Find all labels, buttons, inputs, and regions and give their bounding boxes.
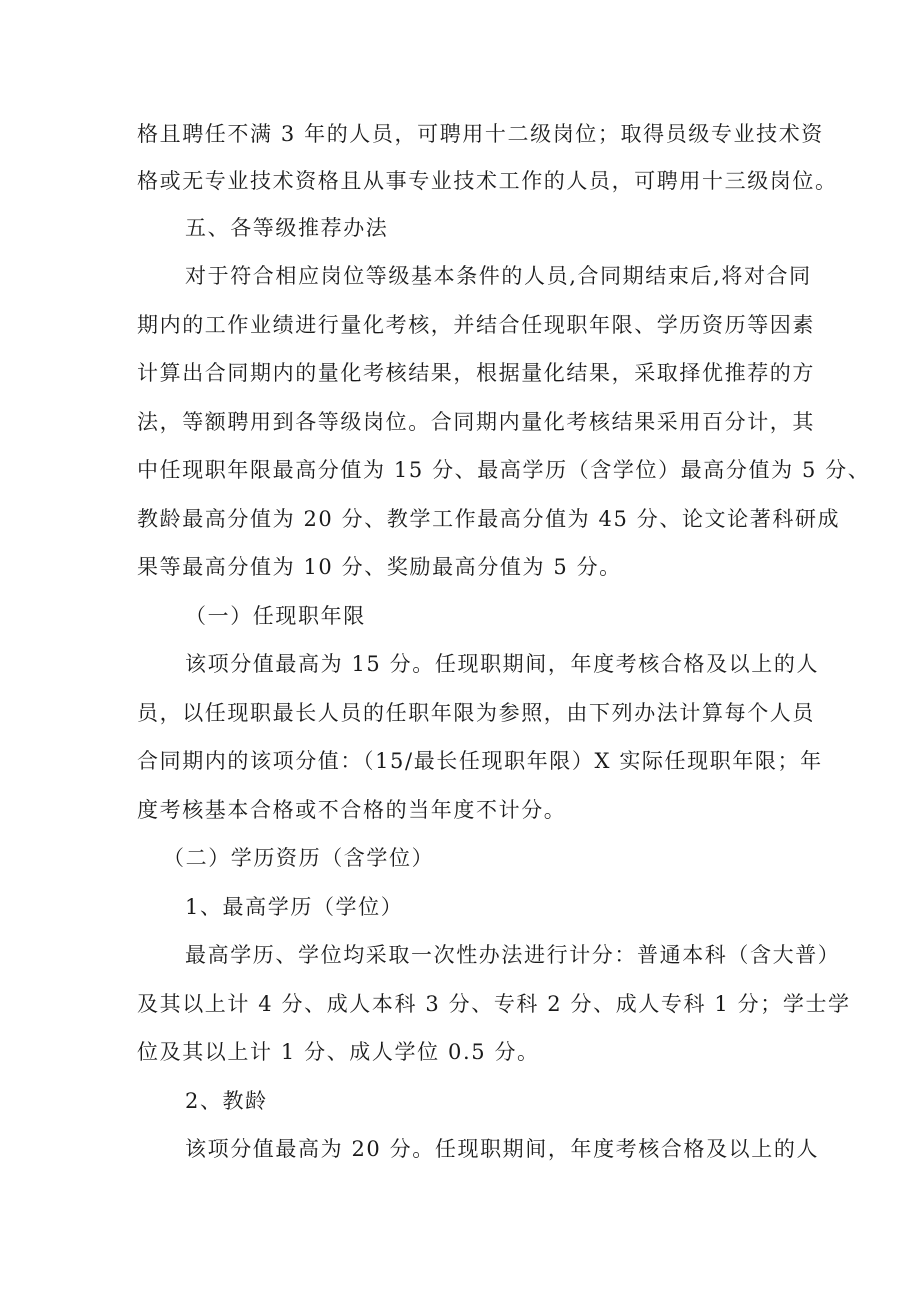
- text-line-14: 合同期内的该项分值：（15/最长任现职年限）X 实际任现职年限；年: [137, 749, 823, 773]
- item-heading-2: 2、教龄: [185, 1089, 268, 1113]
- text-line-7: 法，等额聘用到各等级岗位。合同期内量化考核结果采用百分计，其: [137, 410, 815, 434]
- section-heading-five: 五、各等级推荐办法: [185, 216, 389, 240]
- text-line-20: 位及其以上计 1 分、成人学位 0.5 分。: [137, 1040, 540, 1064]
- text-line-10: 果等最高分值为 10 分、奖励最高分值为 5 分。: [137, 555, 622, 579]
- text-line-1: 格且聘任不满 3 年的人员，可聘用十二级岗位；取得员级专业技术资: [137, 122, 824, 146]
- text-line-19: 及其以上计 4 分、成人本科 3 分、专科 2 分、成人专科 1 分；学士学: [137, 992, 851, 1016]
- text-line-6: 计算出合同期内的量化考核结果，根据量化结果，采取择优推荐的方: [137, 361, 815, 385]
- text-line-12: 该项分值最高为 15 分。任现职期间，年度考核合格及以上的人: [185, 652, 820, 676]
- subsection-heading-two: （二）学历资历（含学位）: [163, 846, 435, 870]
- item-heading-1: 1、最高学历（学位）: [185, 895, 404, 919]
- text-line-4: 对于符合相应岗位等级基本条件的人员,合同期结束后,将对合同: [185, 264, 812, 288]
- text-line-5: 期内的工作业绩进行量化考核，并结合任现职年限、学历资历等因素: [137, 313, 815, 337]
- text-line-8: 中任现职年限最高分值为 15 分、最高学历（含学位）最高分值为 5 分、: [137, 458, 871, 482]
- text-line-13: 员，以任现职最长人员的任职年限为参照，由下列办法计算每个人员: [137, 701, 815, 725]
- text-line-18: 最高学历、学位均采取一次性办法进行计分：普通本科（含大普）: [185, 943, 841, 967]
- subsection-heading-one: （一）任现职年限: [185, 604, 366, 628]
- text-line-15: 度考核基本合格或不合格的当年度不计分。: [137, 798, 567, 822]
- text-line-2: 格或无专业技术资格且从事专业技术工作的人员，可聘用十三级岗位。: [137, 169, 838, 193]
- text-line-22: 该项分值最高为 20 分。任现职期间，年度考核合格及以上的人: [185, 1137, 820, 1161]
- text-line-9: 教龄最高分值为 20 分、教学工作最高分值为 45 分、论文论著科研成: [137, 507, 841, 531]
